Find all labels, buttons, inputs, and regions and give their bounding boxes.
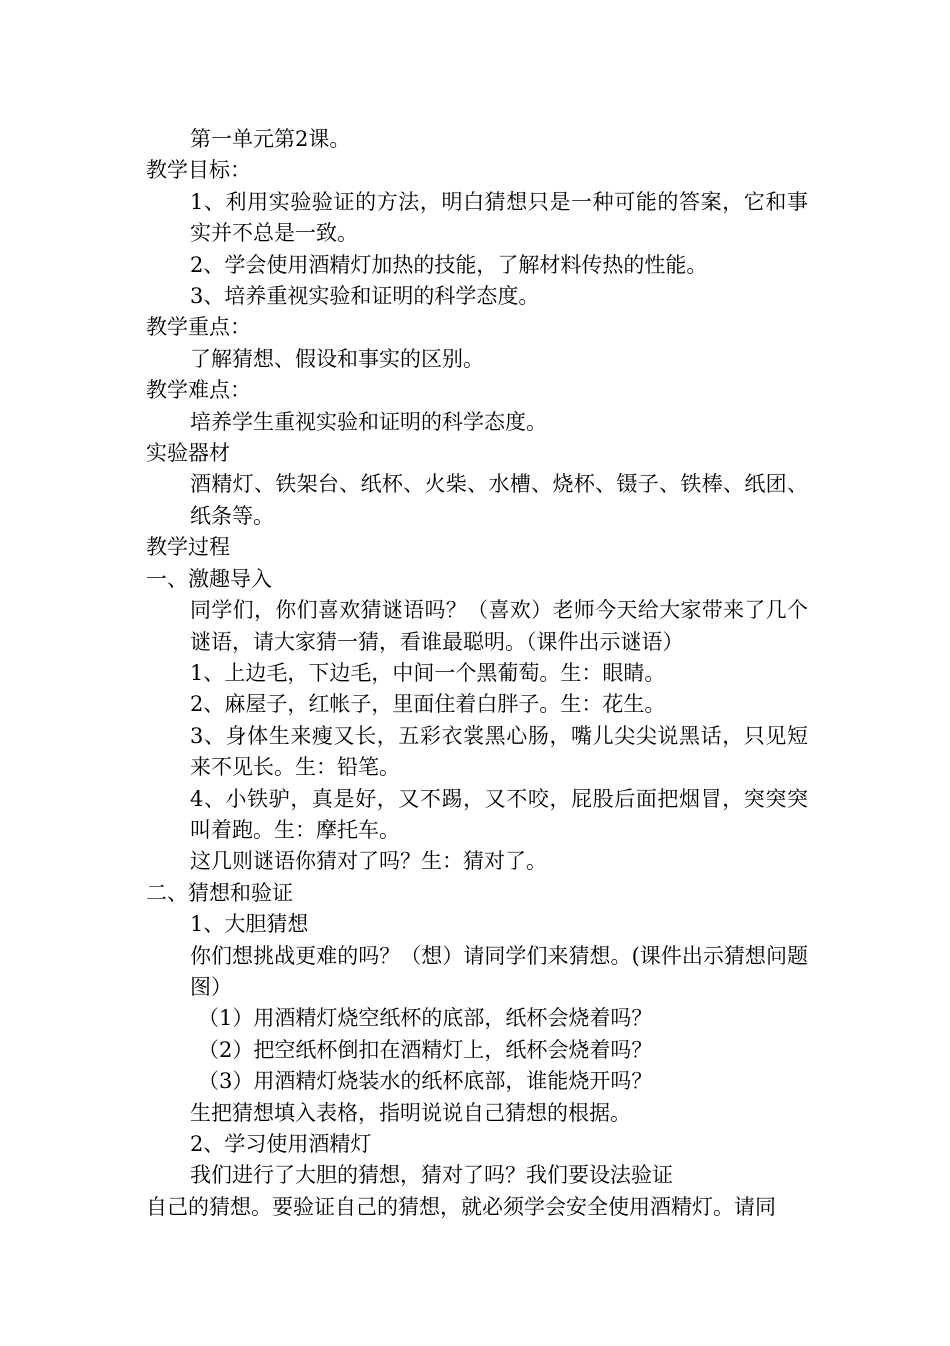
question-1: （1）用酒精灯烧空纸杯的底部，纸杯会烧着吗？ [198,1006,653,1031]
lesson-title: 第一单元第2课。 [190,127,351,151]
section-guess-verify: 二、猜想和验证 [146,880,293,905]
key-point-text: 了解猜想、假设和事实的区别。 [190,346,484,371]
question-2: （2）把空纸杯倒扣在酒精灯上，纸杯会烧着吗？ [198,1037,653,1062]
heading-equipment: 实验器材 [146,441,230,466]
heading-key-points: 教学重点： [146,315,251,340]
verify-paragraph-line-2: 自己的猜想。要验证自己的猜想，就必须学会安全使用酒精灯。请同 [146,1194,776,1219]
riddle-summary: 这几则谜语你猜对了吗？生：猜对了。 [190,849,547,874]
objective-2: 2、学会使用酒精灯加热的技能，了解材料传热的性能。 [190,252,708,277]
objective-1: 1、利用实验验证的方法，明白猜想只是一种可能的答案，它和事实并不总是一致。 [190,189,808,246]
document-page [146,124,808,1223]
riddle-4: 4、小铁驴，真是好，又不踢，又不咬，屁股后面把烟冒，突突突叫着跑。生：摩托车。 [190,786,808,842]
subsection-bold-guess: 1、大胆猜想 [190,912,309,937]
equipment-list: 酒精灯、铁架台、纸杯、火柴、水槽、烧杯、镊子、铁棒、纸团、纸条等。 [190,472,808,528]
riddle-3: 3、身体生来瘦又长，五彩衣裳黑心肠，嘴儿尖尖说黑话，只见短来不见长。生：铅笔。 [190,723,808,780]
objective-3: 3、培养重视实验和证明的科学态度。 [190,284,540,309]
question-3: （3）用酒精灯烧装水的纸杯底部，谁能烧开吗？ [198,1069,653,1094]
challenge-paragraph: 你们想挑战更难的吗？（想）请同学们来猜想。(课件出示猜想问题图） [190,943,808,999]
riddle-1: 1、上边毛，下边毛，中间一个黑葡萄。生：眼睛。 [190,660,666,685]
heading-process: 教学过程 [146,535,230,560]
difficulty-text: 培养学生重视实验和证明的科学态度。 [190,409,547,434]
section-intro: 一、激趣导入 [146,566,272,591]
subsection-alcohol-lamp: 2、学习使用酒精灯 [190,1132,372,1156]
verify-paragraph-line-1: 我们进行了大胆的猜想，猜对了吗？我们要设法验证 [190,1163,673,1188]
fill-table-text: 生把猜想填入表格，指明说说自己猜想的根据。 [190,1100,631,1125]
intro-paragraph: 同学们，你们喜欢猜谜语吗？（喜欢）老师今天给大家带来了几个谜语，请大家猜一猜，看谁最聪明。（课件出示谜语） [190,598,808,654]
heading-objectives: 教学目标： [146,158,251,183]
heading-difficulties: 教学难点： [146,378,251,403]
riddle-2: 2、麻屋子，红帐子，里面住着白胖子。生：花生。 [190,692,666,717]
